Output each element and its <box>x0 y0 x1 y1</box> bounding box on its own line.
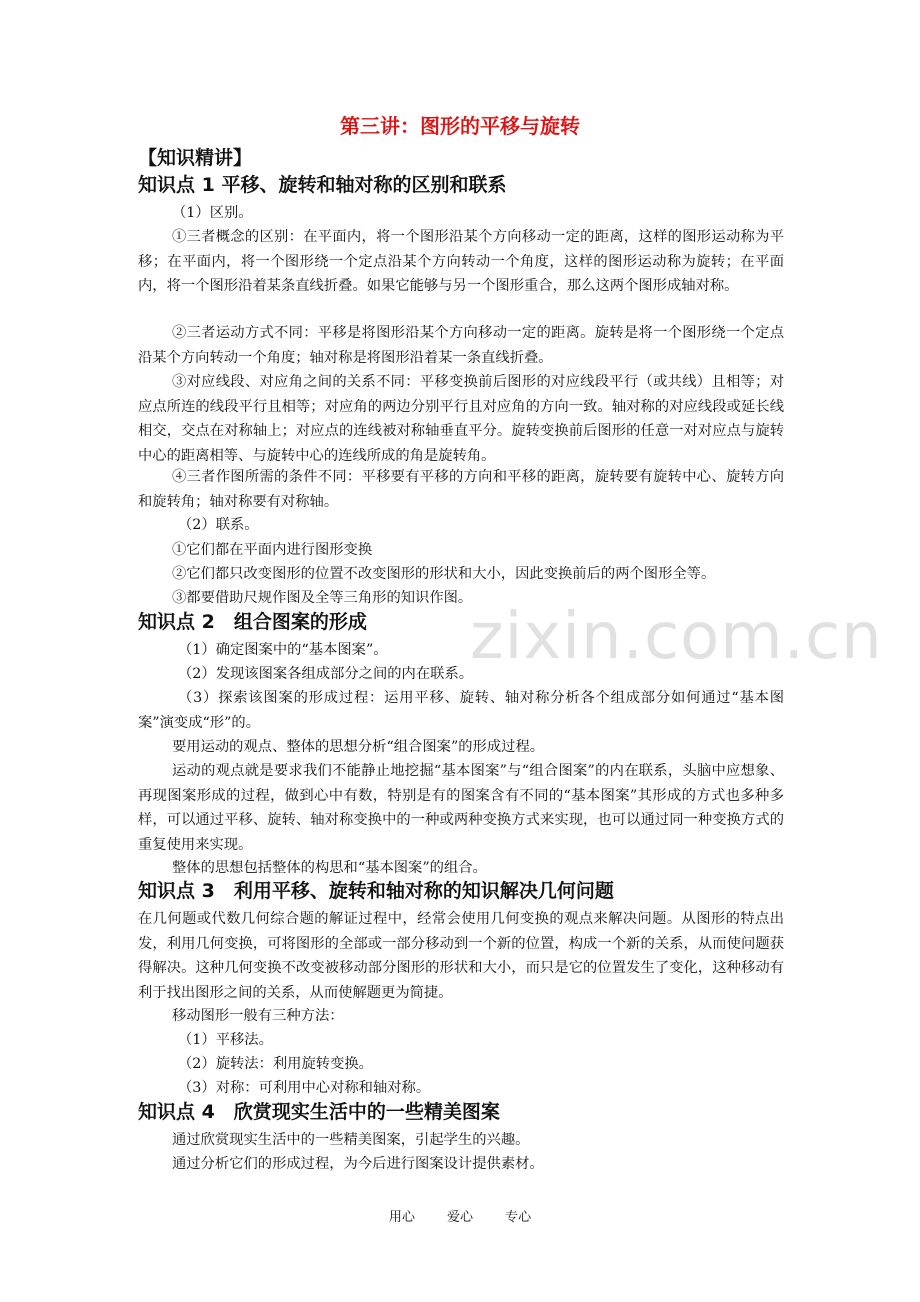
lecture-title: 第三讲：图形的平移与旋转 <box>340 114 580 138</box>
kp2-paragraph: （1）确定图案中的“基本图案”。 <box>178 642 388 658</box>
kp2-paragraph: 运动的观点就是要求我们不能静止地挖掘“基本图案”与“组合图案”的内在联系，头脑中应想象、再现图案形成的过程，做到心中有数，特别是有的图案含有不同的“基本图案”其形成的方式也多种多样，可以通过平移、旋转、轴对称变换中的一种或两种变换方式来实现，也可以通过同一种变换方式的重复使用来实现。 <box>138 763 784 854</box>
watermark: zixin.com.cn <box>470 600 883 674</box>
kp1-heading: 知识点 1 平移、旋转和轴对称的区别和联系 <box>138 174 507 196</box>
kp3-paragraph: （2）旋转法：利用旋转变换。 <box>178 1056 373 1072</box>
kp1-paragraph: ③对应线段、对应角之间的关系不同：平移变换前后图形的对应线段平行（或共线）且相等；对应点所连的线段平行且相等；对应角的两边分别平行且对应角的方向一致。轴对称的对应线段或延长线相交，交点在对称轴上；对应点的连线被对称轴垂直平分。旋转变换前后图形的任意一对对应点与旋转中心的距离相等、与旋转中心的连线所成的角是旋转角。 <box>138 374 784 465</box>
kp1-paragraph: ①它们都在平面内进行图形变换 <box>172 542 373 558</box>
page-footer <box>0 1206 920 1225</box>
section-header: 【知识精讲】 <box>138 147 253 169</box>
kp4-paragraph: 通过分析它们的形成过程，为今后进行图案设计提供素材。 <box>172 1156 544 1172</box>
kp4-heading: 知识点 4 欣赏现实生活中的一些精美图案 <box>138 1101 500 1123</box>
kp1-paragraph: ②它们都只改变图形的位置不改变图形的形状和大小，因此变换前后的两个图形全等。 <box>172 566 716 582</box>
kp3-heading: 知识点 3 利用平移、旋转和轴对称的知识解决几何问题 <box>138 880 614 902</box>
kp1-paragraph: （1）区别。 <box>172 205 253 221</box>
kp4-paragraph: 通过欣赏现实生活中的一些精美图案，引起学生的兴趣。 <box>172 1132 530 1148</box>
kp1-paragraph: ③都要借助尺规作图及全等三角形的知识作图。 <box>172 590 473 606</box>
kp1-paragraph: （2）联系。 <box>178 517 259 533</box>
kp3-paragraph: （1）平移法。 <box>178 1032 273 1048</box>
kp2-paragraph: 要用运动的观点、整体的思想分析“组合图案”的形成过程。 <box>172 739 545 755</box>
kp2-paragraph: 整体的思想包括整体的构思和“基本图案”的组合。 <box>172 860 487 876</box>
kp1-paragraph: ②三者运动方式不同：平移是将图形沿某个方向移动一定的距离。旋转是将一个图形绕一个定点沿某个方向转动一个角度；轴对称是将图形沿着某一条直线折叠。 <box>138 325 784 366</box>
footer-text: 爱心 <box>446 1210 473 1225</box>
footer-text: 用心 <box>388 1210 415 1225</box>
kp1-paragraph: ①三者概念的区别：在平面内，将一个图形沿某个方向移动一定的距离，这样的图形运动称为平移；在平面内，将一个图形绕一个定点沿某个方向转动一个角度，这样的图形运动称为旋转；在平面内，将一个图形沿着某条直线折叠。如果它能够与另一个图形重合，那么这两个图形成轴对称。 <box>138 229 784 295</box>
kp1-paragraph: ④三者作图所需的条件不同：平移要有平移的方向和平移的距离，旋转要有旋转中心、旋转方向和旋转角；轴对称要有对称轴。 <box>138 469 784 510</box>
kp3-paragraph: 移动图形一般有三种方法： <box>172 1008 344 1024</box>
kp3-paragraph: 在几何题或代数几何综合题的解证过程中，经常会使用几何变换的观点来解决问题。从图形的特点出发，利用几何变换，可将图形的全部或一部分移动到一个新的位置，构成一个新的关系，从而使问题获得解决。这种几何变换不改变被移动部分图形的形状和大小，而只是它的位置发生了变化，这种移动有利于找出图形之间的关系，从而使解题更为简捷。 <box>138 911 784 1002</box>
kp2-paragraph: （3）探索该图案的形成过程：运用平移、旋转、轴对称分析各个组成部分如何通过“基本图案”演变成“形”的。 <box>138 690 784 731</box>
kp3-paragraph: （3）对称：可利用中心对称和轴对称。 <box>178 1080 431 1096</box>
kp2-heading: 知识点 2 组合图案的形成 <box>138 611 367 633</box>
footer-text: 专心 <box>505 1210 532 1225</box>
kp2-paragraph: （2）发现该图案各组成部分之间的内在联系。 <box>178 666 474 682</box>
